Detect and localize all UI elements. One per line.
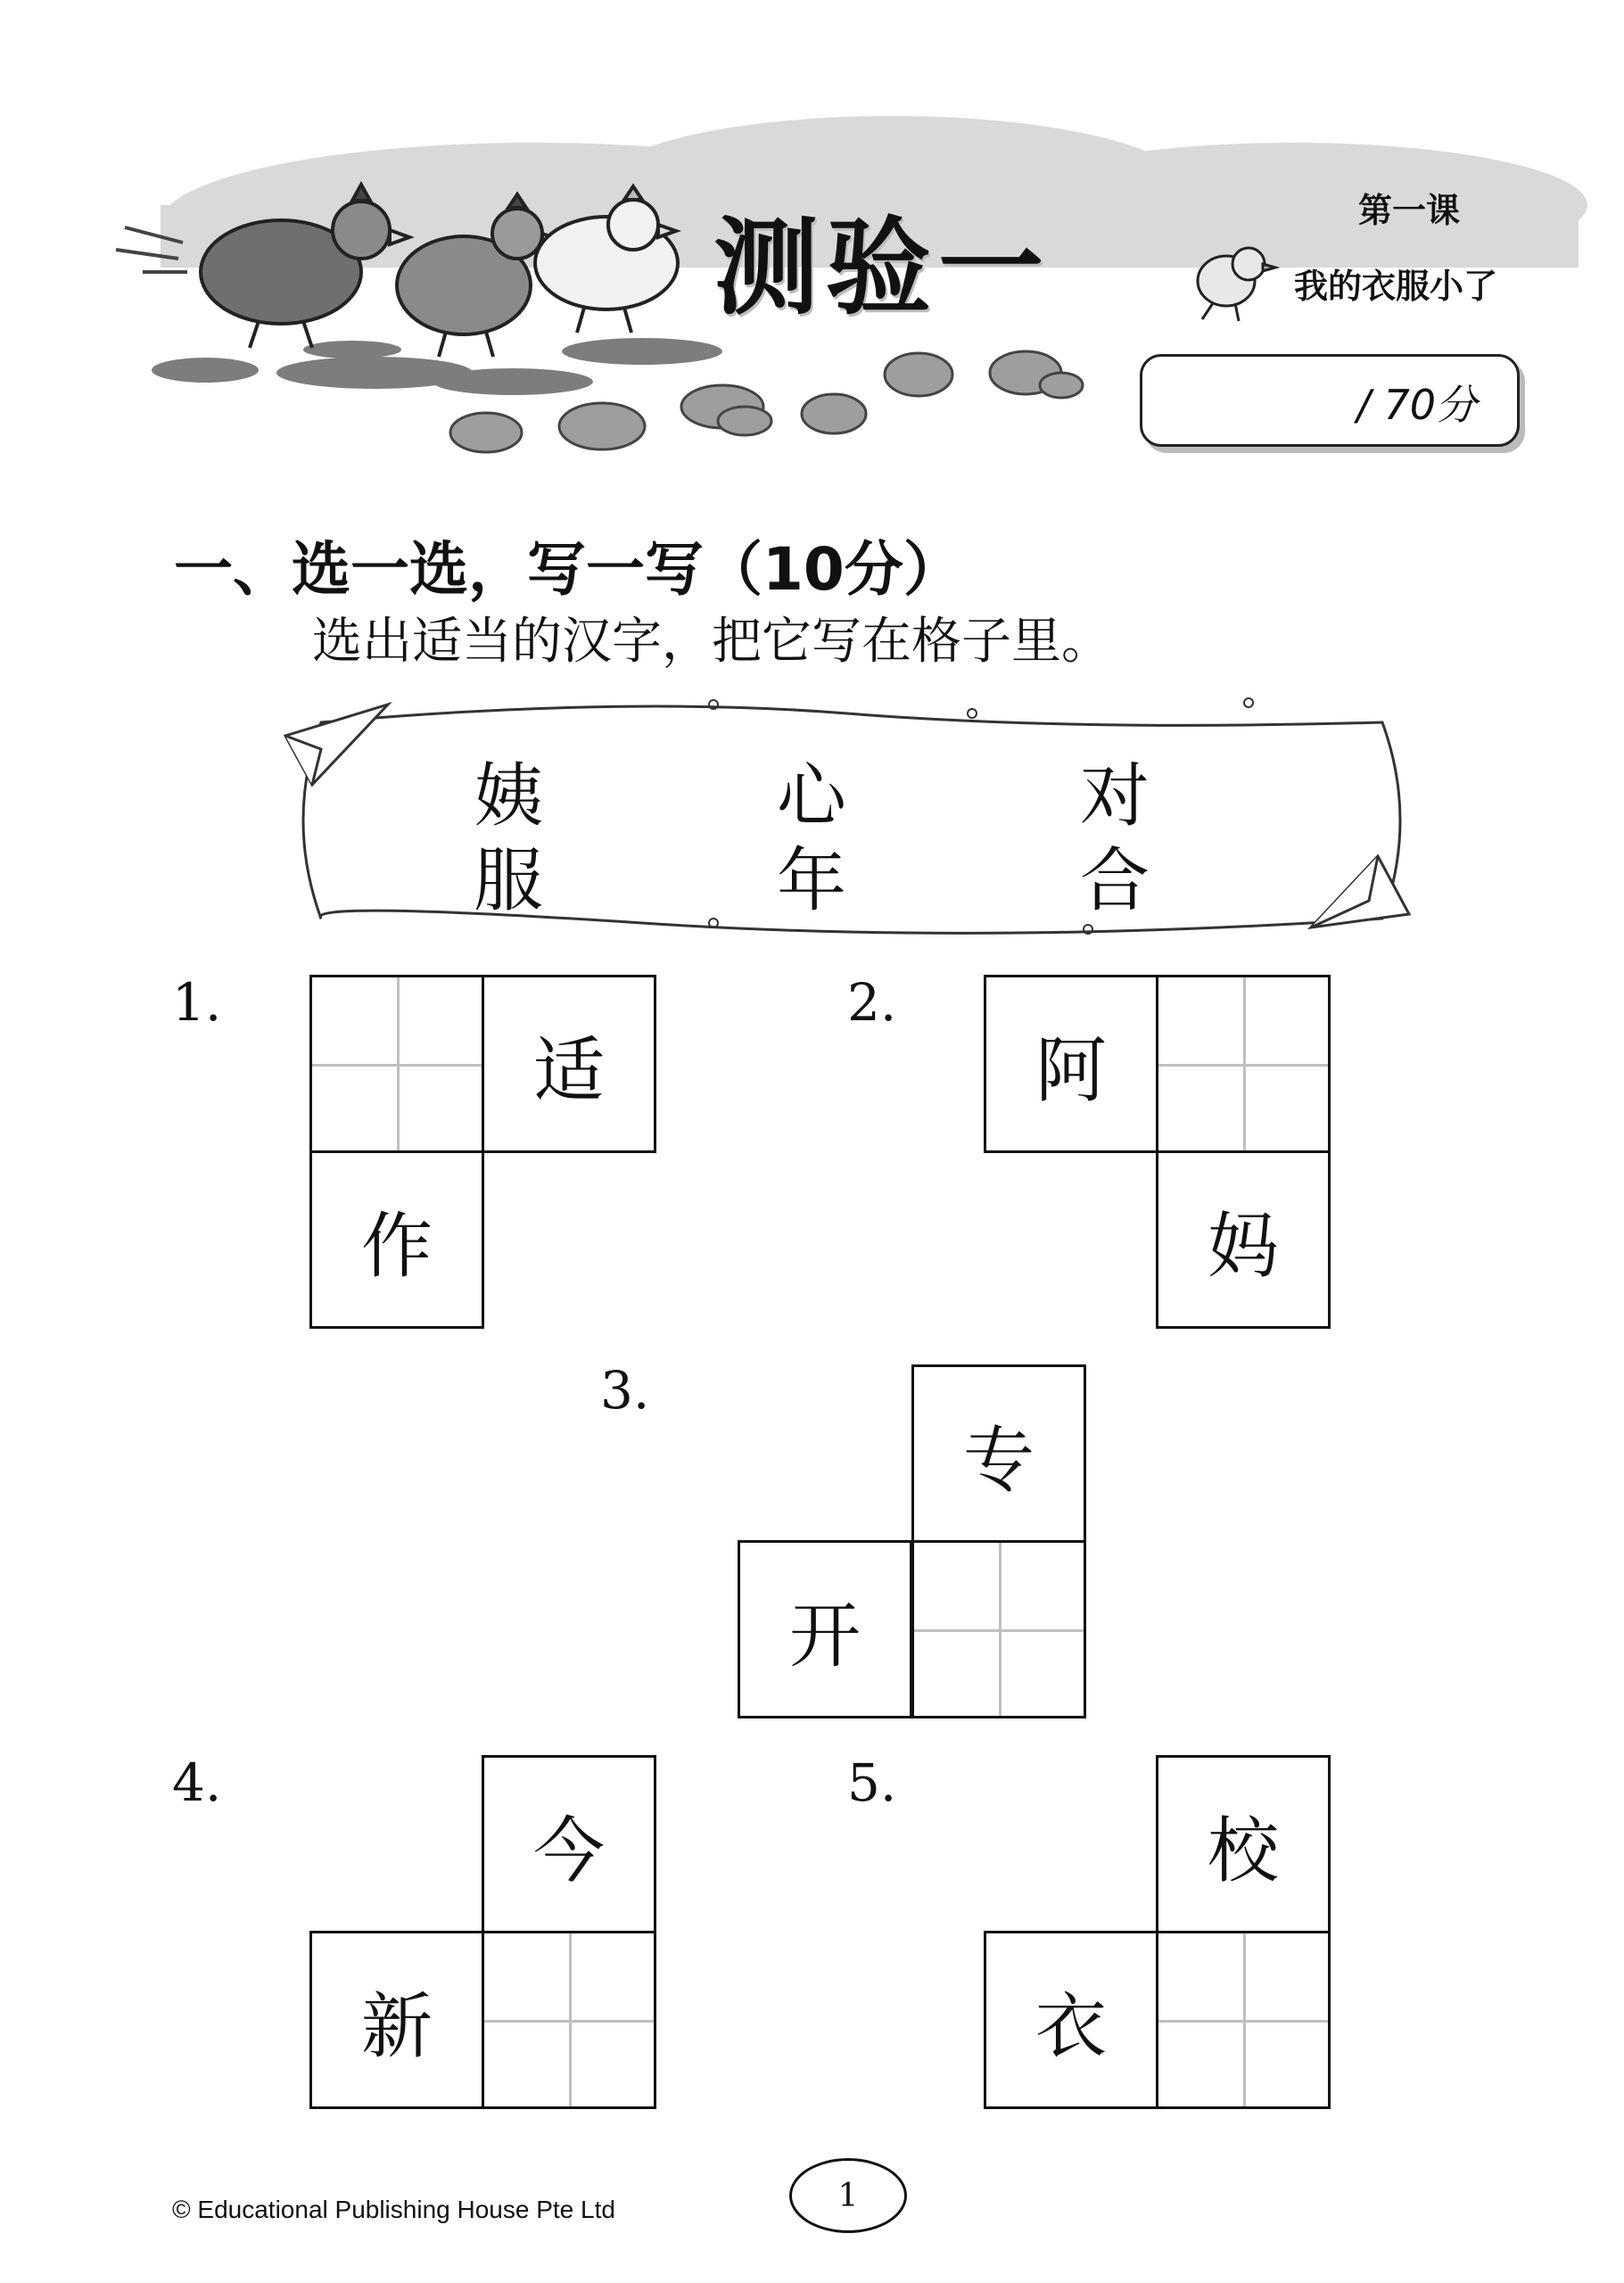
answer-box[interactable]: [482, 1931, 656, 2109]
page-number: 1: [789, 2158, 907, 2233]
word-option: 服: [473, 841, 543, 921]
paper-plane-icon: [1311, 856, 1409, 927]
answer-box[interactable]: [309, 975, 484, 1153]
given-character: 专: [911, 1364, 1086, 1543]
answer-box[interactable]: [911, 1540, 1086, 1718]
given-character: 衣: [984, 1931, 1158, 2109]
word-option: 合: [1079, 841, 1150, 921]
question-number: 3.: [600, 1360, 650, 1421]
score-box[interactable]: [1140, 354, 1520, 447]
section-title: 一、选一选，写一写（10分）: [174, 535, 962, 604]
given-character: 适: [482, 975, 656, 1153]
given-character: 开: [738, 1540, 912, 1718]
word-option: 心: [776, 756, 846, 837]
given-character: 新: [309, 1931, 484, 2109]
given-character: 校: [1156, 1755, 1331, 1933]
question-number: 5.: [847, 1752, 897, 1813]
question-number: 1.: [172, 972, 222, 1033]
question-number: 4.: [172, 1752, 222, 1813]
section-instruction: 选出适当的汉字，把它写在格子里。: [312, 613, 1111, 671]
given-character: 阿: [984, 975, 1158, 1153]
word-bank: [268, 687, 1427, 954]
copyright-text: © Educational Publishing House Pte Ltd: [172, 2196, 615, 2223]
answer-box[interactable]: [1156, 1931, 1331, 2109]
lesson-number: 第一课: [1357, 190, 1460, 230]
word-option: 姨: [473, 756, 543, 837]
answer-box[interactable]: [1156, 975, 1331, 1153]
word-option: 对: [1079, 756, 1150, 837]
score-label: / 70分: [1356, 381, 1477, 429]
given-character: 今: [482, 1755, 656, 1933]
test-title: 测验一: [713, 205, 1051, 329]
paper-plane-icon: [285, 705, 388, 785]
question-number: 2.: [847, 972, 897, 1033]
given-character: 作: [309, 1150, 484, 1329]
word-option: 年: [776, 841, 846, 921]
lesson-title: 我的衣服小了: [1293, 266, 1497, 306]
given-character: 妈: [1156, 1150, 1331, 1329]
